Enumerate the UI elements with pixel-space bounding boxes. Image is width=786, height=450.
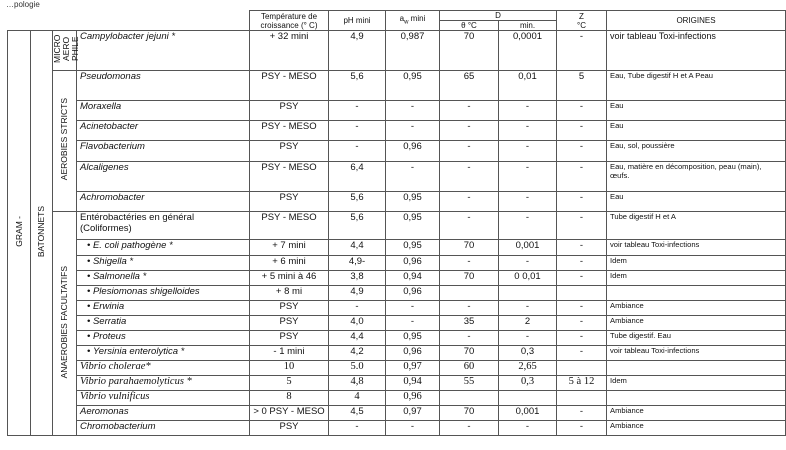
cell-temp: > 0 PSY - MESO: [250, 406, 329, 421]
cell-min: -: [499, 121, 557, 141]
cell-temp: PSY: [250, 141, 329, 162]
table-row: [8, 162, 786, 192]
cell-min: -: [499, 192, 557, 212]
cell-theta: -: [440, 212, 499, 240]
cell-min: -: [499, 162, 557, 192]
cell-temp: PSY: [250, 421, 329, 436]
cell-aw: 0,94: [386, 376, 440, 391]
header-blank: [8, 11, 250, 31]
row-name: Entérobactéries en général (Coliformes): [77, 212, 250, 240]
cell-ph: 4,2: [329, 346, 386, 361]
cell-origine: Eau, Tube digestif H et A Peau: [607, 71, 786, 101]
cell-ph: 3,8: [329, 271, 386, 286]
cell-origine: Eau: [607, 192, 786, 212]
cell-theta: -: [440, 421, 499, 436]
cell-ph: 4,4: [329, 331, 386, 346]
cell-ph: -: [329, 421, 386, 436]
cell-temp: + 8 mi: [250, 286, 329, 301]
cell-ph: -: [329, 121, 386, 141]
cell-z: -: [557, 301, 607, 316]
row-name: Vibrio cholerae*: [77, 361, 250, 376]
cell-temp: 8: [250, 391, 329, 406]
cell-theta: [440, 286, 499, 301]
cell-theta: 55: [440, 376, 499, 391]
cell-origine: Ambiance: [607, 406, 786, 421]
cell-origine: [607, 286, 786, 301]
table-row: [8, 316, 786, 331]
cell-temp: + 6 mini: [250, 256, 329, 271]
cell-z: [557, 391, 607, 406]
cell-aw: -: [386, 162, 440, 192]
cell-origine: [607, 391, 786, 406]
cell-origine: Idem: [607, 376, 786, 391]
header-temp: Température de croissance (° C): [250, 11, 329, 31]
cell-theta: -: [440, 141, 499, 162]
cell-ph: 4,9-: [329, 256, 386, 271]
cell-min: -: [499, 421, 557, 436]
row-name: Campylobacter jejuni *: [77, 31, 250, 71]
row-name: • E. coli pathogène *: [77, 240, 250, 256]
cell-theta: -: [440, 101, 499, 121]
group-anaerobies: ANAEROBIES FACULTATIFS: [53, 212, 77, 436]
table-row: [8, 271, 786, 286]
bacteria-table: [7, 10, 786, 436]
row-name: Chromobacterium: [77, 421, 250, 436]
caption: …pologie: [6, 0, 40, 9]
cell-temp: + 32 mini: [250, 31, 329, 71]
header-ph: pH mini: [329, 11, 386, 31]
cell-aw: 0,96: [386, 141, 440, 162]
cell-ph: 6,4: [329, 162, 386, 192]
row-name: Aeromonas: [77, 406, 250, 421]
cell-z: -: [557, 421, 607, 436]
cell-min: 0,3: [499, 346, 557, 361]
cell-temp: - 1 mini: [250, 346, 329, 361]
cell-ph: 5,6: [329, 212, 386, 240]
cell-temp: PSY - MESO: [250, 162, 329, 192]
table-row: [8, 256, 786, 271]
row-name: • Erwinia: [77, 301, 250, 316]
cell-origine: Tube digestif H et A: [607, 212, 786, 240]
cell-theta: -: [440, 301, 499, 316]
group-aerobies: AEROBIES STRICTS: [53, 71, 77, 212]
cell-ph: -: [329, 101, 386, 121]
cell-z: -: [557, 271, 607, 286]
cell-origine: voir tableau Toxi-infections: [607, 240, 786, 256]
cell-origine: Eau: [607, 101, 786, 121]
cell-z: -: [557, 192, 607, 212]
row-name: Flavobacterium: [77, 141, 250, 162]
cell-aw: -: [386, 301, 440, 316]
cell-min: -: [499, 141, 557, 162]
cell-temp: PSY: [250, 101, 329, 121]
cell-origine: voir tableau Toxi-infections: [607, 31, 786, 71]
cell-min: 2: [499, 316, 557, 331]
cell-origine: Eau, sol, poussière: [607, 141, 786, 162]
header-origines: ORIGINES: [607, 11, 786, 31]
cell-theta: 70: [440, 240, 499, 256]
cell-aw: 0,96: [386, 256, 440, 271]
cell-z: -: [557, 141, 607, 162]
cell-theta: 60: [440, 361, 499, 376]
cell-z: -: [557, 31, 607, 71]
cell-aw: -: [386, 121, 440, 141]
cell-z: -: [557, 121, 607, 141]
row-name: • Proteus: [77, 331, 250, 346]
cell-aw: 0,97: [386, 406, 440, 421]
cell-origine: Eau, matière en décomposition, peau (main), œufs.: [607, 162, 786, 192]
cell-z: -: [557, 162, 607, 192]
row-name: • Shigella *: [77, 256, 250, 271]
cell-temp: 5: [250, 376, 329, 391]
cell-z: -: [557, 101, 607, 121]
cell-aw: 0,95: [386, 212, 440, 240]
cell-temp: PSY: [250, 331, 329, 346]
header-row: [8, 11, 786, 21]
cell-min: 0,01: [499, 71, 557, 101]
cell-aw: 0,97: [386, 361, 440, 376]
cell-origine: Tube digestif. Eau: [607, 331, 786, 346]
cell-aw: -: [386, 421, 440, 436]
cell-theta: -: [440, 192, 499, 212]
cell-min: -: [499, 256, 557, 271]
cell-ph: 4,0: [329, 316, 386, 331]
cell-origine: Eau: [607, 121, 786, 141]
table-row: [8, 286, 786, 301]
cell-min: 2,65: [499, 361, 557, 376]
table-row: [8, 71, 786, 101]
table-row: [8, 301, 786, 316]
cell-theta: 70: [440, 271, 499, 286]
cell-min: 0,001: [499, 240, 557, 256]
cell-z: -: [557, 331, 607, 346]
header-aw: $a_w$ mini: [386, 11, 440, 31]
cell-theta: -: [440, 121, 499, 141]
cell-ph: 5,6: [329, 71, 386, 101]
cell-ph: 4: [329, 391, 386, 406]
cell-z: -: [557, 212, 607, 240]
cell-z: -: [557, 406, 607, 421]
cell-min: [499, 391, 557, 406]
cell-origine: [607, 361, 786, 376]
table-row: [8, 346, 786, 361]
row-name: Moraxella: [77, 101, 250, 121]
cell-temp: 10: [250, 361, 329, 376]
cell-aw: 0,95: [386, 192, 440, 212]
cell-ph: 4,5: [329, 406, 386, 421]
row-name: Alcaligenes: [77, 162, 250, 192]
cell-temp: PSY: [250, 316, 329, 331]
cell-theta: -: [440, 256, 499, 271]
cell-min: -: [499, 212, 557, 240]
row-name: Vibrio vulnificus: [77, 391, 250, 406]
row-name: • Salmonella *: [77, 271, 250, 286]
table-row: [8, 331, 786, 346]
cell-aw: 0,95: [386, 240, 440, 256]
cell-temp: PSY - MESO: [250, 212, 329, 240]
group-gram: GRAM -: [8, 31, 31, 436]
cell-theta: 70: [440, 406, 499, 421]
cell-aw: 0,96: [386, 286, 440, 301]
cell-min: 0 0,01: [499, 271, 557, 286]
cell-aw: 0,96: [386, 391, 440, 406]
cell-origine: Idem: [607, 256, 786, 271]
cell-min: 0,001: [499, 406, 557, 421]
cell-theta: -: [440, 162, 499, 192]
cell-ph: 4,4: [329, 240, 386, 256]
row-name: Acinetobacter: [77, 121, 250, 141]
table-row: [8, 421, 786, 436]
header-d: D: [440, 11, 557, 21]
cell-z: -: [557, 316, 607, 331]
table-row: [8, 31, 786, 71]
table-row: [8, 121, 786, 141]
cell-ph: 4,9: [329, 286, 386, 301]
row-name: Achromobacter: [77, 192, 250, 212]
cell-temp: PSY: [250, 192, 329, 212]
cell-z: -: [557, 346, 607, 361]
cell-origine: Ambiance: [607, 421, 786, 436]
cell-z: [557, 286, 607, 301]
group-batonnets: BATONNETS: [31, 31, 53, 436]
cell-min: [499, 286, 557, 301]
cell-ph: -: [329, 141, 386, 162]
cell-z: -: [557, 240, 607, 256]
table-row: [8, 391, 786, 406]
cell-aw: 0,94: [386, 271, 440, 286]
header-min: min.: [499, 21, 557, 31]
cell-theta: [440, 391, 499, 406]
cell-z: -: [557, 256, 607, 271]
cell-min: -: [499, 101, 557, 121]
table-row: [8, 101, 786, 121]
cell-aw: 0,95: [386, 71, 440, 101]
cell-temp: PSY - MESO: [250, 71, 329, 101]
cell-temp: + 7 mini: [250, 240, 329, 256]
cell-origine: voir tableau Toxi-infections: [607, 346, 786, 361]
cell-min: -: [499, 301, 557, 316]
cell-ph: 5,6: [329, 192, 386, 212]
cell-aw: 0,95: [386, 331, 440, 346]
table-row: [8, 212, 786, 240]
cell-ph: 5.0: [329, 361, 386, 376]
cell-temp: PSY: [250, 301, 329, 316]
header-theta: θ °C: [440, 21, 499, 31]
row-name: • Serratia: [77, 316, 250, 331]
row-name: Pseudomonas: [77, 71, 250, 101]
cell-ph: 4,8: [329, 376, 386, 391]
cell-min: 0,3: [499, 376, 557, 391]
cell-temp: + 5 mini à 46: [250, 271, 329, 286]
table-row: [8, 192, 786, 212]
header-z: Z °C: [557, 11, 607, 31]
cell-origine: Ambiance: [607, 301, 786, 316]
table-row: [8, 361, 786, 376]
table-row: [8, 240, 786, 256]
cell-min: -: [499, 331, 557, 346]
cell-aw: 0,96: [386, 346, 440, 361]
row-name: • Yersinia enterolytica *: [77, 346, 250, 361]
cell-origine: Ambiance: [607, 316, 786, 331]
cell-theta: 65: [440, 71, 499, 101]
cell-z: [557, 361, 607, 376]
cell-ph: -: [329, 301, 386, 316]
cell-aw: -: [386, 316, 440, 331]
cell-temp: PSY - MESO: [250, 121, 329, 141]
cell-origine: Idem: [607, 271, 786, 286]
cell-min: 0,0001: [499, 31, 557, 71]
cell-ph: 4,9: [329, 31, 386, 71]
table-row: [8, 141, 786, 162]
cell-theta: 70: [440, 346, 499, 361]
cell-theta: 70: [440, 31, 499, 71]
cell-aw: -: [386, 101, 440, 121]
cell-z: 5: [557, 71, 607, 101]
cell-z: 5 à 12: [557, 376, 607, 391]
row-name: Vibrio parahaemolyticus *: [77, 376, 250, 391]
row-name: • Plesiomonas shigelloides: [77, 286, 250, 301]
cell-theta: 35: [440, 316, 499, 331]
cell-theta: -: [440, 331, 499, 346]
table-row: [8, 376, 786, 391]
cell-aw: 0,987: [386, 31, 440, 71]
group-micro-aerophile: MICRO AERO PHILE: [53, 31, 77, 71]
table-row: [8, 406, 786, 421]
